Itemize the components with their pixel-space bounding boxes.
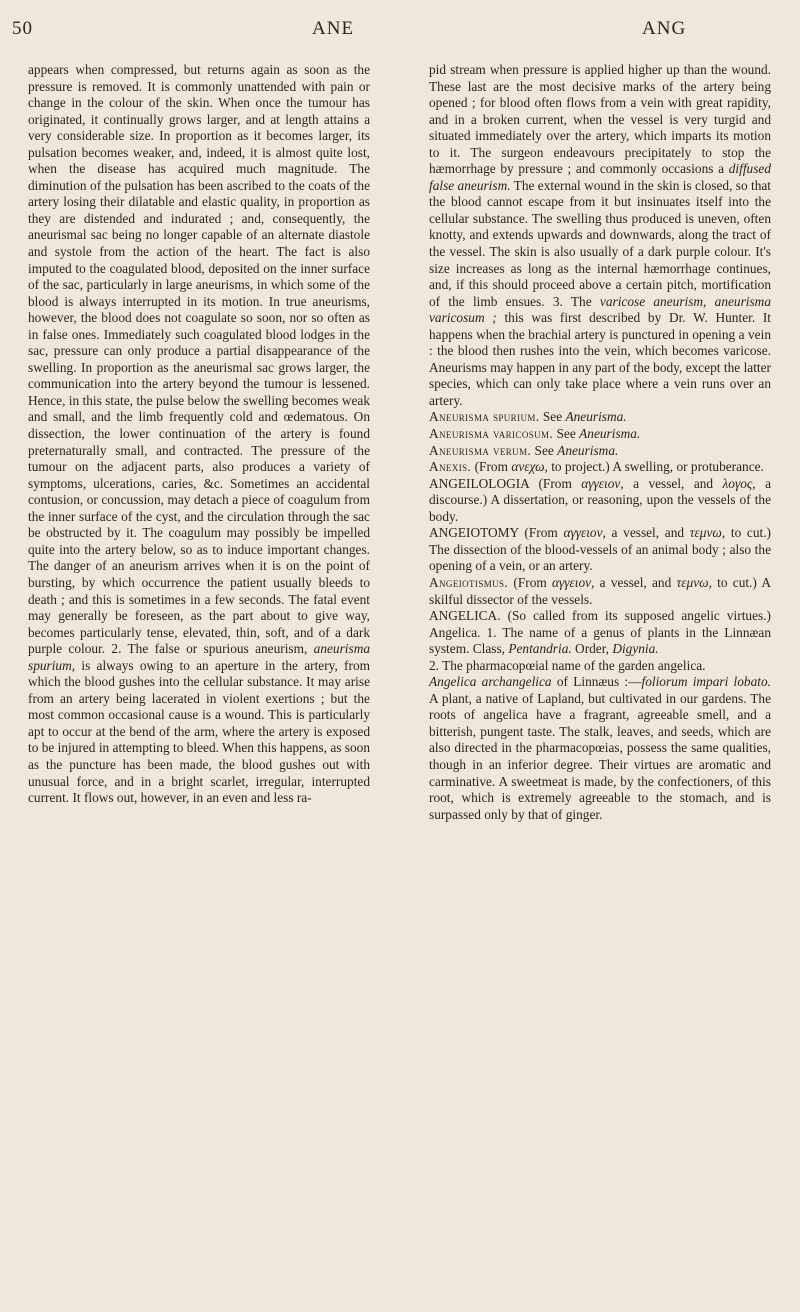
left-guide-word: ANE: [312, 18, 355, 39]
italic-text: Aneurisma.: [557, 442, 619, 458]
right-paragraph: [429, 608, 771, 658]
right-paragraph: [429, 674, 771, 823]
body-text: See: [539, 409, 566, 425]
left-paragraph: [28, 62, 370, 807]
italic-text: Angelica archangelica: [429, 674, 552, 690]
entry-headword: Aneurisma verum.: [429, 442, 532, 458]
body-text: a vessel, and: [594, 574, 677, 590]
right-paragraph: [429, 459, 771, 476]
italic-text: λογος,: [722, 475, 756, 491]
right-paragraph: [429, 575, 771, 608]
body-text: to cut.) A skilful dissector of the vessels.: [429, 574, 771, 607]
entry-headword: Angeiotismus.: [429, 574, 509, 590]
body-text: a vessel, and: [605, 525, 690, 541]
body-text: See: [531, 442, 558, 458]
right-paragraph: [429, 62, 771, 409]
italic-text: τεμνω,: [689, 525, 726, 541]
right-paragraph: [429, 409, 771, 426]
body-text: ANGEILOLOGIA: [429, 475, 530, 491]
body-text: this was first described by Dr. W. Hunter. It happens when the brachial artery is punctured in opening a vein : the blood then rushes into the vein, which becomes varicose. Aneurisms may happen in any part of the body, except the latter species, which can only take place where a vein runs over an artery.: [429, 310, 772, 408]
body-text: of Linnæus :—: [551, 674, 642, 690]
body-text: ANGELICA.: [429, 608, 501, 624]
italic-text: τεμνω,: [676, 574, 712, 590]
italic-text: Aneurisma.: [565, 409, 627, 425]
right-paragraph: [429, 658, 771, 675]
right-paragraph: [429, 476, 771, 526]
italic-text: αγγειον,: [581, 475, 624, 491]
italic-text: ανεχω,: [511, 459, 548, 475]
right-paragraph: [429, 443, 771, 460]
italic-text: Digynia.: [612, 641, 659, 657]
body-text: Order,: [571, 641, 613, 657]
body-text: is always owing to an aperture in the artery, from which the blood gushes into the cellular substance. It may arise from an artery being lacerated in violent exertions ; but the most common occasional cause is a wound. This is particularly apt to occur at the bend of the arm, where the artery is exposed to be injured in attempting to bleed. When this happens, as soon as the puncture has been made, the blood gushes out with unusual force, and in a bright scarlet, irregular, interrupted current. It flows out, however, in an even and less ra-: [28, 657, 370, 806]
body-text: ANGEIOTOMY: [429, 525, 519, 541]
italic-text: aneurisma spurium,: [28, 641, 370, 673]
right-paragraph: [429, 426, 771, 443]
body-text: The external wound in the skin is closed, so that the blood cannot escape from it but insinuates itself into the cellular substance. The swelling thus produced is uneven, often knotty, and extends upwards and downwards, along the tract of the vessel. The skin is also usually of a dark purple colour. It's size increases as long as the internal hæmorrhage continues, and, if this should proceed above a certain pitch, mortification of the limb ensues. 3. The: [429, 177, 771, 309]
body-text: 2. The pharmacopœial name of the garden angelica.: [429, 657, 706, 673]
body-text: pid stream when pressure is applied higher up than the wound. These last are the most decisive marks of the artery being opened ; for blood often flows from a vein with great rapidity, and in a broken current, when the vessel is very turgid and situated immediately over the artery, which imparts its motion to it. The surgeon endeavours precipitately to stop the hæmorrhage by pressure ; and commonly occasions a: [429, 62, 771, 177]
italic-text: αγγειον,: [563, 525, 606, 541]
body-text: (From: [529, 475, 582, 491]
body-text: (From: [518, 525, 564, 541]
body-text: to project.) A swelling, or protuberance.: [547, 459, 764, 475]
right-guide-word: ANG: [642, 18, 687, 39]
right-column: [429, 62, 771, 823]
italic-text: αγγειον,: [552, 574, 595, 590]
entry-headword: Aneurisma varicosum.: [429, 426, 554, 442]
left-column: [28, 62, 370, 807]
body-text: See: [553, 426, 580, 442]
body-text: to cut.) The dissection of the blood-vessels of an animal body ; also the opening of a vein, or an artery.: [429, 525, 772, 574]
body-text: (From: [471, 459, 512, 475]
right-paragraph: [429, 525, 771, 575]
body-text: (So called from its supposed angelic virtues.) Angelica. 1. The name of a genus of plants in the Linnæan system. Class,: [429, 608, 771, 657]
italic-text: Aneurisma.: [579, 426, 641, 442]
entry-headword: Aneurisma spurium.: [429, 409, 540, 425]
body-text: appears when compressed, but returns again as soon as the pressure is removed. It is commonly unattended with pain or change in the colour of the skin. When once the tumour has originated, it continually grows larger, and at length attains a very considerable size. In proportion as it becomes larger, its pulsation becomes weaker, and, indeed, it is almost quite lost, when the disease has acquired much magnitude. The diminution of the pulsation has been ascribed to the coats of the artery losing their dilatable and elastic quality, in proportion as they are distended and indurated ; and, consequently, the aneurismal sac being no longer capable of an alternate diastole and systole from the action of the heart. The fact is also imputed to the coagulated blood, deposited on the inner surface of the sac, particularly in large aneurisms, in which some of the blood is always interrupted in its motion. In true aneurisms, however, the blood does not coagulate so soon, nor so often as in false ones. Immediately such coagulated blood lodges in the sac, pressure can only produce a partial disappearance of the swelling. In proportion as the aneurismal sac grows larger, the communication into the artery beyond the tumour is lessened. Hence, in this state, the pulse below the swelling becomes weak and small, and the limb frequently cold and œdematous. On dissection, the lower continuation of the artery is found preternaturally small, and contracted. The pressure of the tumour on the adjacent parts, also produces a variety of symptoms, ulcerations, caries, &c. Sometimes an accidental contusion, or concussion, may detach a piece of coagulum from the inner surface of the cyst, and the circulation through the sac be obstructed by it. The coagulum may possibly be impelled quite into the artery below, so as to induce important changes. The danger of an aneurism arrives when it is on the point of bursting, by which occurrence the patient usually bleeds to death ; and this is sometimes in a few seconds. The fatal event may generally be foreseen, as the part about to give way, becomes particularly tense, elevated, thin, soft, and of a dark purple colour. 2. The false or spurious aneurism,: [28, 62, 370, 657]
italic-text: foliorum impari lobato.: [641, 674, 771, 690]
body-text: a vessel, and: [623, 475, 723, 491]
italic-text: Pentandria.: [508, 641, 572, 657]
body-text: (From: [508, 574, 553, 590]
running-header: [12, 18, 788, 48]
body-text: A plant, a native of Lapland, but cultivated in our gardens. The roots of angelica have a fragrant, agreeable smell, and a bitterish, pungent taste. The stalk, leaves, and seeds, which are also directed in the pharmacopœias, possess the same qualities, though in an inferior degree. Their virtues are aromatic and carminative. A sweetmeat is made, by the confectioners, of this root, which is extremely agreeable to the stomach, and is surpassed only by that of ginger.: [429, 690, 771, 822]
body-text: a discourse.) A dissertation, or reasoning, upon the vessels of the body.: [429, 475, 771, 524]
italic-text: diffused false aneurism.: [429, 161, 771, 193]
entry-headword: Anexis.: [429, 459, 472, 475]
italic-text: varicose aneurism, aneurisma varicosum ;: [429, 293, 771, 326]
page-number: 50: [12, 18, 33, 39]
